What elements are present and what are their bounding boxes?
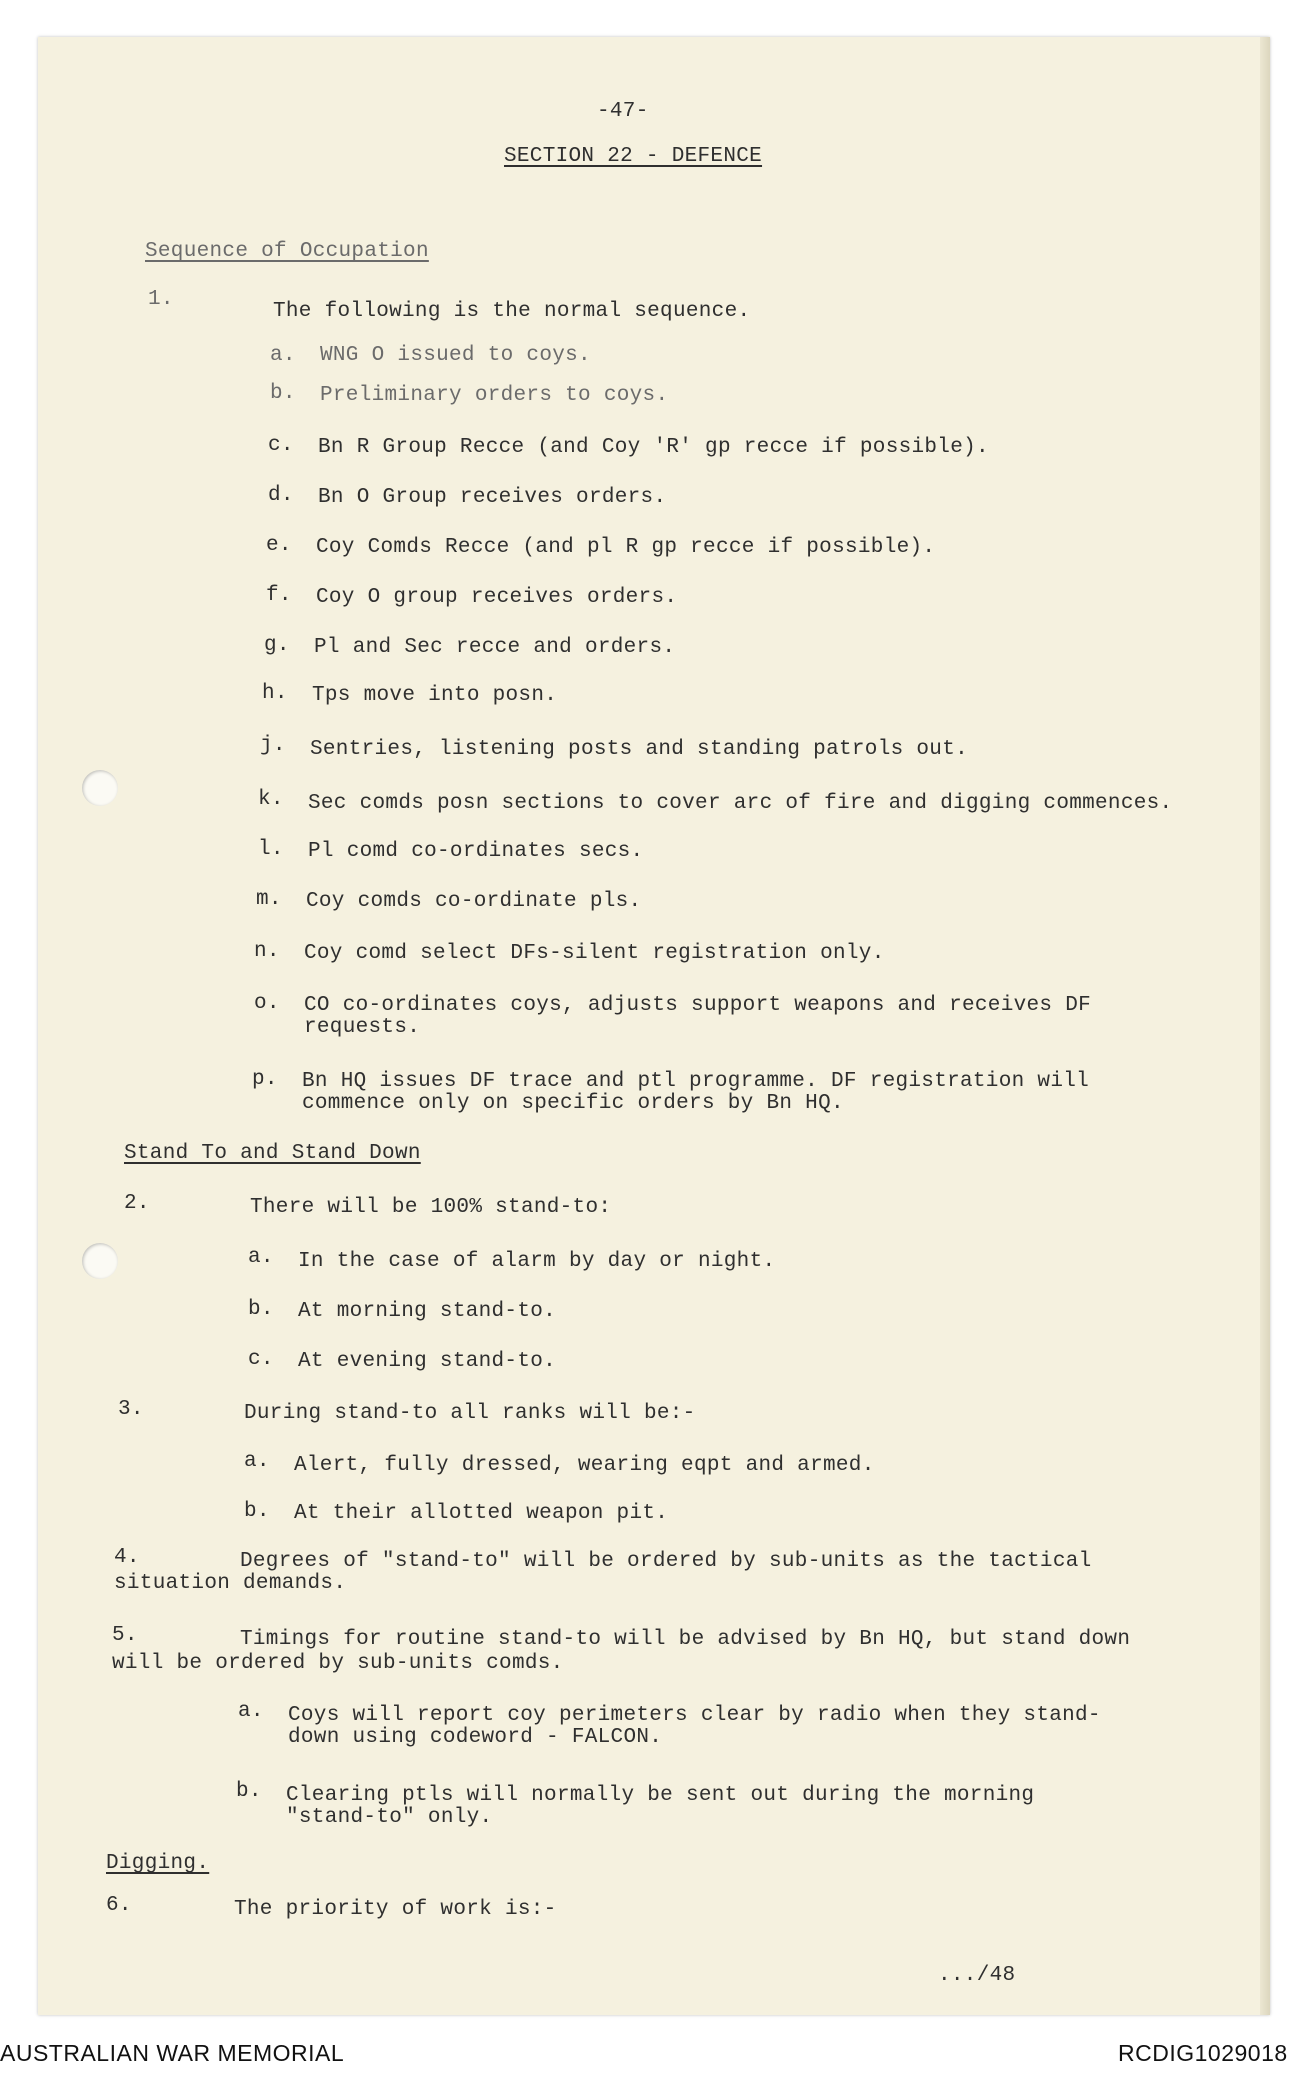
item-text: Tps move into posn. bbox=[312, 684, 558, 707]
page-edge bbox=[1260, 37, 1270, 2015]
item-text: Bn O Group receives orders. bbox=[318, 486, 667, 509]
para-text: During stand-to all ranks will be:- bbox=[244, 1402, 696, 1425]
item-letter: e. bbox=[266, 534, 292, 557]
item-letter: b. bbox=[270, 382, 296, 405]
item-letter: k. bbox=[258, 788, 284, 811]
punch-hole bbox=[82, 1243, 118, 1279]
para-number: 3. bbox=[118, 1398, 144, 1421]
para-text: situation demands. bbox=[114, 1572, 347, 1595]
item-letter: c. bbox=[248, 1348, 274, 1371]
punch-hole bbox=[82, 770, 118, 806]
item-text: Clearing ptls will normally be sent out during the morning bbox=[286, 1784, 1035, 1807]
item-letter: a. bbox=[238, 1700, 264, 1723]
item-letter: o. bbox=[254, 992, 280, 1015]
item-letter: n. bbox=[254, 940, 280, 963]
para-number: 5. bbox=[112, 1624, 138, 1647]
item-text: Pl comd co-ordinates secs. bbox=[308, 840, 644, 863]
para-number: 2. bbox=[124, 1192, 150, 1215]
item-text: CO co-ordinates coys, adjusts support weapons and receives DF bbox=[304, 994, 1092, 1017]
para-number: 4. bbox=[114, 1546, 140, 1569]
item-text: "stand-to" only. bbox=[286, 1806, 493, 1829]
heading-sequence: Sequence of Occupation bbox=[145, 240, 429, 263]
item-text: Coy comds co-ordinate pls. bbox=[306, 890, 642, 913]
item-text: Sentries, listening posts and standing patrols out. bbox=[310, 738, 969, 761]
para-text: will be ordered by sub-units comds. bbox=[112, 1652, 564, 1675]
continuation-marker: .../48 bbox=[938, 1964, 1016, 1987]
item-letter: l. bbox=[258, 838, 284, 861]
item-letter: g. bbox=[264, 634, 290, 657]
item-text: WNG O issued to coys. bbox=[320, 344, 591, 367]
item-text: Sec comds posn sections to cover arc of fire and digging commences. bbox=[308, 792, 1173, 815]
item-letter: a. bbox=[270, 344, 296, 367]
item-text: Coy O group receives orders. bbox=[316, 586, 678, 609]
item-text: Coy Comds Recce (and pl R gp recce if possible). bbox=[316, 536, 936, 559]
item-letter: m. bbox=[256, 888, 282, 911]
item-letter: a. bbox=[248, 1246, 274, 1269]
section-title: SECTION 22 - DEFENCE bbox=[504, 145, 763, 168]
item-letter: b. bbox=[244, 1500, 270, 1523]
para-text: The priority of work is:- bbox=[234, 1898, 557, 1921]
para-text: There will be 100% stand-to: bbox=[250, 1196, 612, 1219]
item-text: Bn HQ issues DF trace and ptl programme. DF registration will bbox=[302, 1070, 1090, 1093]
item-text: Preliminary orders to coys. bbox=[320, 384, 669, 407]
heading-stand-to: Stand To and Stand Down bbox=[124, 1142, 421, 1165]
item-letter: p. bbox=[252, 1068, 278, 1091]
item-letter: f. bbox=[266, 584, 292, 607]
para-number: 6. bbox=[106, 1894, 132, 1917]
item-text: At their allotted weapon pit. bbox=[294, 1502, 669, 1525]
footer-right: RCDIG1029018 bbox=[1118, 2040, 1288, 2066]
para-text: Timings for routine stand-to will be advised by Bn HQ, but stand down bbox=[240, 1628, 1131, 1651]
item-text: commence only on specific orders by Bn HQ. bbox=[302, 1092, 844, 1115]
item-text: At morning stand-to. bbox=[298, 1300, 557, 1323]
item-letter: j. bbox=[260, 734, 286, 757]
item-letter: b. bbox=[248, 1298, 274, 1321]
footer-left: AUSTRALIAN WAR MEMORIAL bbox=[0, 2040, 345, 2066]
item-text: Coy comd select DFs-silent registration only. bbox=[304, 942, 885, 965]
item-text: down using codeword - FALCON. bbox=[288, 1726, 663, 1749]
item-letter: c. bbox=[268, 434, 294, 457]
item-text: Alert, fully dressed, wearing eqpt and armed. bbox=[294, 1454, 875, 1477]
heading-digging: Digging. bbox=[106, 1852, 210, 1875]
item-letter: a. bbox=[244, 1450, 270, 1473]
page-number: -47- bbox=[597, 100, 649, 123]
item-text: Pl and Sec recce and orders. bbox=[314, 636, 676, 659]
item-text: At evening stand-to. bbox=[298, 1350, 557, 1373]
item-text: requests. bbox=[304, 1016, 421, 1039]
item-text: In the case of alarm by day or night. bbox=[298, 1250, 776, 1273]
item-letter: h. bbox=[262, 682, 288, 705]
item-text: Coys will report coy perimeters clear by radio when they stand- bbox=[288, 1704, 1101, 1727]
para-number: 1. bbox=[148, 288, 174, 311]
para-text: Degrees of "stand-to" will be ordered by sub-units as the tactical bbox=[240, 1550, 1092, 1573]
item-letter: d. bbox=[268, 484, 294, 507]
item-text: Bn R Group Recce (and Coy 'R' gp recce if possible). bbox=[318, 436, 989, 459]
item-letter: b. bbox=[236, 1780, 262, 1803]
para-text: The following is the normal sequence. bbox=[273, 300, 751, 323]
